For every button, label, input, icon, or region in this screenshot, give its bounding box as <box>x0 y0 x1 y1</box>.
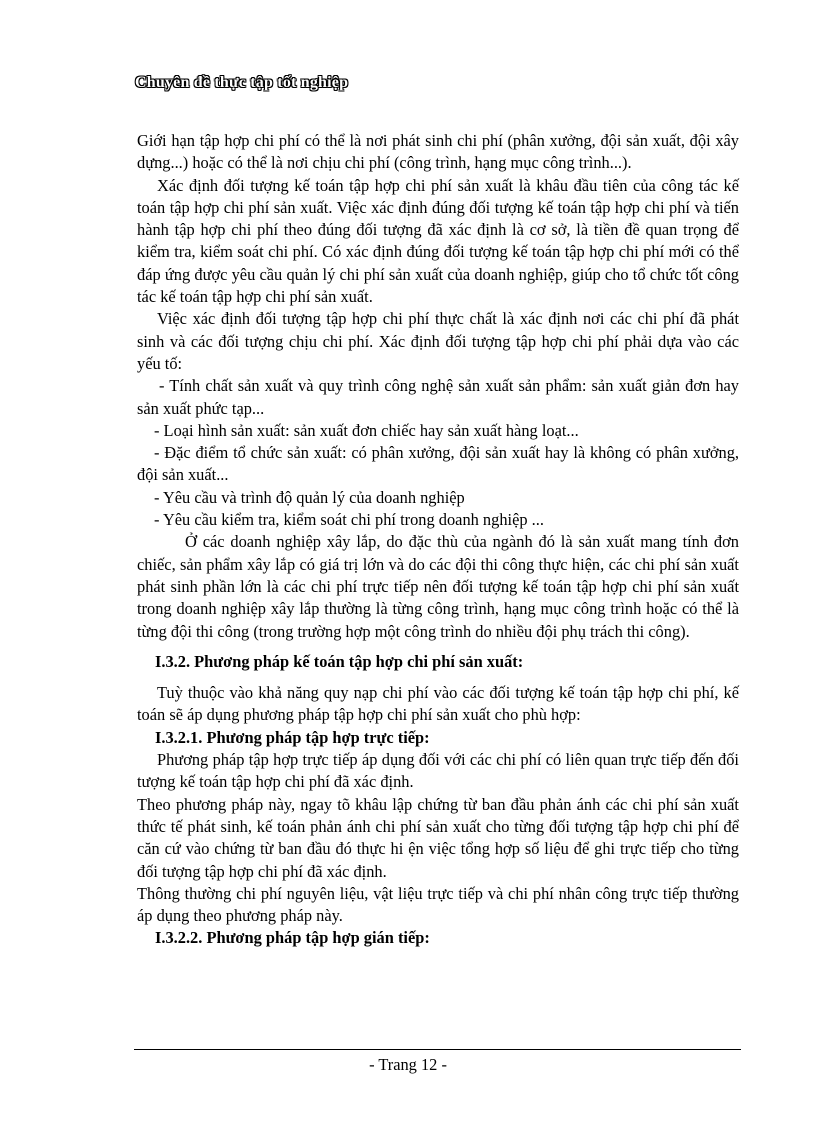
bullet-item: - Yêu cầu và trình độ quản lý của doanh nghiệp <box>154 487 465 507</box>
document-header-title: Chuyên đề thực tập tốt nghiệp <box>135 74 349 91</box>
bullet-item: - Tính chất sản xuất và quy trình công nghệ sản xuất sản phẩm: sản xuất giản đơn hay sản xuất phức tạp... <box>137 376 739 418</box>
paragraph: Xác định đối tượng kế toán tập hợp chi phí sản xuất là khâu đầu tiên của công tác kế toán tập hợp chi phí sản xuất. Việc xác định đúng đối tượng kế toán tập hợp chi phí và tiến hành tập hợp chi phí theo đúng đối tượng đã xác định là cơ sở, là tiền đề quan trọng để kiểm tra, kiểm soát chi phí. Có xác định đúng đối tượng kế toán tập hợp chi phí mới có thể đáp ứng được yêu cầu quản lý chi phí sản xuất của doanh nghiệp, giúp cho tổ chức tốt công tác kế toán tập hợp chi phí sản xuất. <box>137 175 739 307</box>
page-number: - Trang 12 - <box>369 1055 447 1074</box>
paragraph: Ở các doanh nghiệp xây lắp, do đặc thù của ngành đó là sản xuất mang tính đơn chiếc, sản phẩm xây lắp có giá trị lớn và do các đội thi công thực hiện, các chi phí sản xuất phát sinh phần lớn là các chi phí trực tiếp nên đối tượng kế toán tập hợp chi phí sản xuất trong doanh nghiệp xây lắp thường là từng công trình, hạng mục công trình hoặc có thể là từng đội thi công (trong trường hợp một công trình do nhiều đội phụ trách thi công). <box>137 532 739 641</box>
bullet-item: - Đặc điểm tổ chức sản xuất: có phân xưởng, đội sản xuất hay là không có phân xưởng, đội sản xuất... <box>137 443 739 485</box>
subsection-heading: I.3.2.2. Phương pháp tập hợp gián tiếp: <box>155 928 430 948</box>
footer-divider <box>134 1049 741 1050</box>
section-heading: I.3.2. Phương pháp kế toán tập hợp chi phí sản xuất: <box>155 651 524 671</box>
paragraph: Tuỳ thuộc vào khả năng quy nạp chi phí vào các đối tượng kế toán tập hợp chi phí, kế toán sẽ áp dụng phương pháp tập hợp chi phí sản xuất cho phù hợp: <box>137 683 739 725</box>
bullet-item: - Yêu cầu kiểm tra, kiểm soát chi phí trong doanh nghiệp ... <box>154 510 544 530</box>
bullet-item: - Loại hình sản xuất: sản xuất đơn chiếc hay sản xuất hàng loạt... <box>154 420 579 440</box>
paragraph: Việc xác định đối tượng tập hợp chi phí thực chất là xác định nơi các chi phí đã phát sinh và các đối tượng chịu chi phí. Xác định đối tượng tập hợp chi phí phải dựa vào các yếu tố: <box>137 309 739 373</box>
paragraph: Giới hạn tập hợp chi phí có thể là nơi phát sinh chi phí (phân xưởng, đội sản xuất, đội xây dựng...) hoặc có thể là nơi chịu chi phí (công trình, hạng mục công trình...). <box>137 131 739 173</box>
paragraph: Thông thường chi phí nguyên liệu, vật liệu trực tiếp và chi phí nhân công trực tiếp thường áp dụng theo phương pháp này. <box>137 883 739 926</box>
paragraph: Phương pháp tập hợp trực tiếp áp dụng đối với các chi phí có liên quan trực tiếp đến đối tượng kế toán tập hợp chi phí đã xác định. <box>137 750 739 792</box>
document-body <box>137 130 739 950</box>
paragraph: Theo phương pháp này, ngay tõ khâu lập chứng từ ban đầu phản ánh các chi phí sản xuất thức tế phát sinh, kế toán phản ánh chi phí sản xuất cho từng đối tượng tập hợp chi phí để căn cứ vào chứng từ ban đầu đó thực hi ện việc tổng hợp số liệu để ghi trực tiếp cho từng đối tượng tập hợp chi phí đã xác định. <box>137 794 739 881</box>
subsection-heading: I.3.2.1. Phương pháp tập hợp trực tiếp: <box>155 727 430 747</box>
